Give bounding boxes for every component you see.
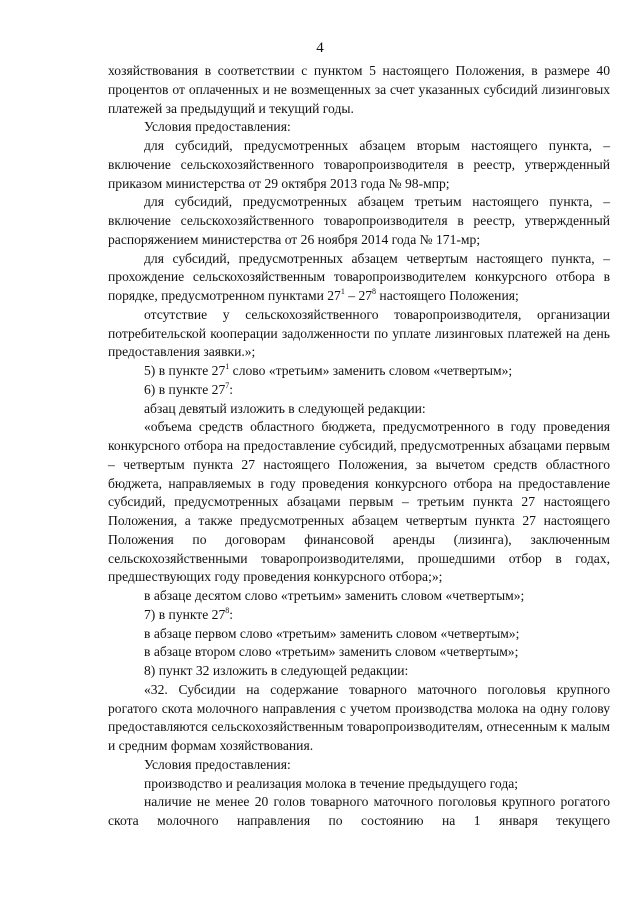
paragraph	[108, 606, 610, 625]
paragraph	[108, 400, 610, 419]
paragraph-text: в абзаце десятом слово «третьим» заменить словом «четвертым»;	[144, 588, 525, 603]
paragraph-text: 7) в пункте 27	[144, 606, 226, 622]
paragraph-text: Условия предоставления:	[144, 119, 291, 135]
paragraph-text: 5) в пункте 27	[144, 363, 226, 378]
superscript: 1	[340, 287, 345, 296]
paragraph	[108, 306, 610, 362]
paragraph-text: для субсидий, предусмотренных абзацем вторым настоящего пункта, – включение сельскохозяйственного товаропроизводителя в реестр, утвержденный приказом министерства от 29 октября 2013 года № 98-мпр;	[108, 138, 610, 191]
paragraph	[108, 643, 610, 662]
paragraph-text: производство и реализация молока в течение предыдущего года;	[144, 775, 519, 791]
superscript: 7	[225, 380, 230, 390]
paragraph	[108, 137, 610, 193]
paragraph	[108, 193, 610, 249]
paragraph-text: 6) в пункте 27	[144, 381, 226, 397]
paragraph	[108, 775, 610, 794]
paragraph-text: «32. Субсидии на содержание товарного маточного поголовья крупного рогатого скота молочного направления с учетом производства молока на одну голову предоставляются сельскохозяйственным товаропроизводителям, отнесенным к малым и средним формам хозяйствования.	[108, 681, 610, 753]
paragraph-text: для субсидий, предусмотренных абзацем третьим настоящего пункта, – включение сельскохозяйственного товаропроизводителя в реестр, утвержденный распоряжением министерства от 26 ноября 2014 года № 171-мр;	[108, 194, 610, 247]
superscript: 8	[225, 605, 230, 615]
document-body	[108, 62, 610, 831]
paragraph-text: для субсидий, предусмотренных абзацем четвертым настоящего пункта, – прохождение сельскохозяйственным товаропроизводителем конкурсного отбора в порядке, предусмотренном пунктами 27	[108, 250, 610, 303]
paragraph-text: в абзаце втором слово «третьим» заменить словом «четвертым»;	[144, 644, 519, 660]
paragraph	[108, 118, 610, 137]
paragraph-text: отсутствие у сельскохозяйственного товаропроизводителя, организации потребительской кооперации задолженности по уплате лизинговых платежей на день предоставления заявки.»;	[108, 306, 610, 360]
paragraph-text: «объема средств областного бюджета, предусмотренного в году проведения конкурсного отбора на предоставление субсидий, предусмотренных абзацами первым – четвертым пункта 27 настоящего Положения, за вычетом средств областного бюджета, направляемых в году проведения конкурсного отбора на предоставление субсидий, предусмотренных абзацами первым – третьим пункта 27 настоящего Положения, а также предусмотренных абзацем четвертым пункта 27 настоящего Положения по договорам финансовой аренды (лизинга), заключенным сельскохозяйственными товаропроизводителями, прошедшими отбор в годах, предшествующих году проведения конкурсного отбора;»;	[108, 419, 610, 585]
paragraph	[108, 250, 610, 306]
paragraph	[108, 587, 610, 606]
paragraph	[108, 625, 610, 644]
paragraph-text: слово «третьим» заменить словом «четвертым»;	[229, 363, 513, 378]
paragraph-text: наличие не менее 20 голов товарного маточного поголовья крупного рогатого скота молочного направления по состоянию на 1 января текущего	[108, 794, 610, 828]
paragraph-text: :	[229, 381, 234, 397]
superscript: 1	[225, 362, 230, 371]
paragraph-text: абзац девятый изложить в следующей редакции:	[144, 400, 426, 416]
paragraph	[108, 381, 610, 400]
paragraph	[108, 662, 610, 681]
paragraph-text: в абзаце первом слово «третьим» заменить словом «четвертым»;	[144, 625, 520, 641]
paragraph	[108, 681, 610, 756]
paragraph	[108, 418, 610, 587]
page-number: 4	[316, 40, 324, 56]
paragraph	[108, 793, 610, 831]
paragraph-text: настоящего Положения;	[376, 288, 519, 303]
paragraph	[108, 62, 610, 118]
paragraph-text: Условия предоставления:	[144, 756, 291, 772]
superscript: 8	[372, 287, 377, 296]
paragraph-text: 8) пункт 32 изложить в следующей редакции:	[144, 663, 409, 678]
paragraph-text: хозяйствования в соответствии с пунктом 5 настоящего Положения, в размере 40 процентов от оплаченных и не возмещенных за счет указанных субсидий лизинговых платежей за предыдущий и текущий годы.	[108, 63, 610, 116]
paragraph-text: – 27	[344, 288, 373, 303]
paragraph	[108, 362, 610, 381]
paragraph	[108, 756, 610, 775]
paragraph-text: :	[229, 606, 234, 622]
